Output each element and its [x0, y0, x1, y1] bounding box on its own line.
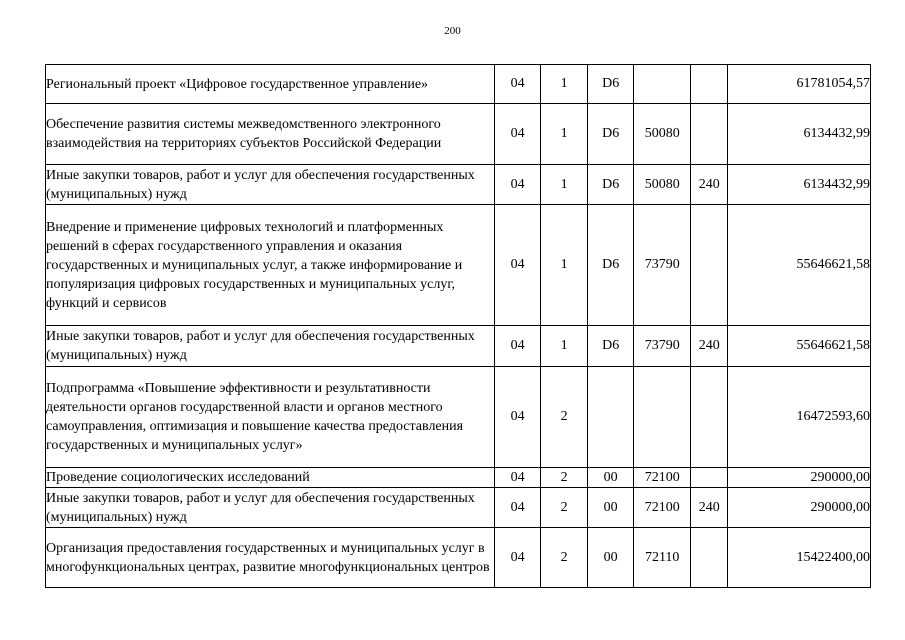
project-code: D6: [587, 165, 634, 205]
budget-table: [45, 64, 871, 588]
subprogram-code: 1: [541, 326, 588, 367]
subprogram-code: 1: [541, 65, 588, 104]
subprogram-code: 2: [541, 528, 588, 588]
section-code: 04: [494, 488, 541, 528]
table-row: [46, 165, 871, 205]
amount: 6134432,99: [728, 165, 871, 205]
table-row: [46, 528, 871, 588]
project-code: D6: [587, 104, 634, 165]
project-code: D6: [587, 65, 634, 104]
expense-type-code: 240: [691, 165, 728, 205]
expense-type-code: [691, 205, 728, 326]
table-row: [46, 367, 871, 468]
section-code: 04: [494, 468, 541, 488]
row-description: Иные закупки товаров, работ и услуг для обеспечения государственных (муниципальных) нужд: [46, 165, 495, 205]
amount: 6134432,99: [728, 104, 871, 165]
row-description: Подпрограмма «Повышение эффективности и результативности деятельности органов государственной власти и органов местного самоуправления, оптимизация и повышение качества предоставления государственных и муниципальных услуг»: [46, 367, 495, 468]
subprogram-code: 1: [541, 165, 588, 205]
project-code: 00: [587, 528, 634, 588]
section-code: 04: [494, 65, 541, 104]
amount: 61781054,57: [728, 65, 871, 104]
table-row: [46, 488, 871, 528]
table-row: [46, 205, 871, 326]
subprogram-code: 2: [541, 488, 588, 528]
project-code: [587, 367, 634, 468]
target-code: 72110: [634, 528, 691, 588]
row-description: Внедрение и применение цифровых технологий и платформенных решений в сферах государственного управления и оказания государственных и муниципальных услуг, а также информирование и популяризация цифровых государственных и муниципальных услуг, функций и сервисов: [46, 205, 495, 326]
row-description: Организация предоставления государственных и муниципальных услуг в многофункциональных центрах, развитие многофункциональных центров: [46, 528, 495, 588]
expense-type-code: [691, 468, 728, 488]
target-code: [634, 367, 691, 468]
project-code: D6: [587, 205, 634, 326]
target-code: 50080: [634, 104, 691, 165]
table-row: [46, 65, 871, 104]
table-row: [46, 104, 871, 165]
subprogram-code: 2: [541, 367, 588, 468]
target-code: 73790: [634, 326, 691, 367]
target-code: 72100: [634, 468, 691, 488]
section-code: 04: [494, 205, 541, 326]
section-code: 04: [494, 326, 541, 367]
subprogram-code: 2: [541, 468, 588, 488]
amount: 55646621,58: [728, 326, 871, 367]
target-code: 50080: [634, 165, 691, 205]
row-description: Обеспечение развития системы межведомственного электронного взаимодействия на территориях субъектов Российской Федерации: [46, 104, 495, 165]
expense-type-code: [691, 104, 728, 165]
amount: 16472593,60: [728, 367, 871, 468]
target-code: 73790: [634, 205, 691, 326]
subprogram-code: 1: [541, 205, 588, 326]
row-description: Региональный проект «Цифровое государственное управление»: [46, 65, 495, 104]
row-description: Проведение социологических исследований: [46, 468, 495, 488]
amount: 290000,00: [728, 488, 871, 528]
project-code: D6: [587, 326, 634, 367]
table-row: [46, 326, 871, 367]
subprogram-code: 1: [541, 104, 588, 165]
table-row: [46, 468, 871, 488]
expense-type-code: [691, 367, 728, 468]
amount: 55646621,58: [728, 205, 871, 326]
project-code: 00: [587, 488, 634, 528]
section-code: 04: [494, 528, 541, 588]
expense-type-code: [691, 65, 728, 104]
page-number: 200: [444, 25, 461, 37]
row-description: Иные закупки товаров, работ и услуг для обеспечения государственных (муниципальных) нужд: [46, 326, 495, 367]
target-code: [634, 65, 691, 104]
expense-type-code: 240: [691, 488, 728, 528]
row-description: Иные закупки товаров, работ и услуг для обеспечения государственных (муниципальных) нужд: [46, 488, 495, 528]
expense-type-code: [691, 528, 728, 588]
section-code: 04: [494, 165, 541, 205]
amount: 15422400,00: [728, 528, 871, 588]
target-code: 72100: [634, 488, 691, 528]
amount: 290000,00: [728, 468, 871, 488]
section-code: 04: [494, 104, 541, 165]
expense-type-code: 240: [691, 326, 728, 367]
section-code: 04: [494, 367, 541, 468]
project-code: 00: [587, 468, 634, 488]
